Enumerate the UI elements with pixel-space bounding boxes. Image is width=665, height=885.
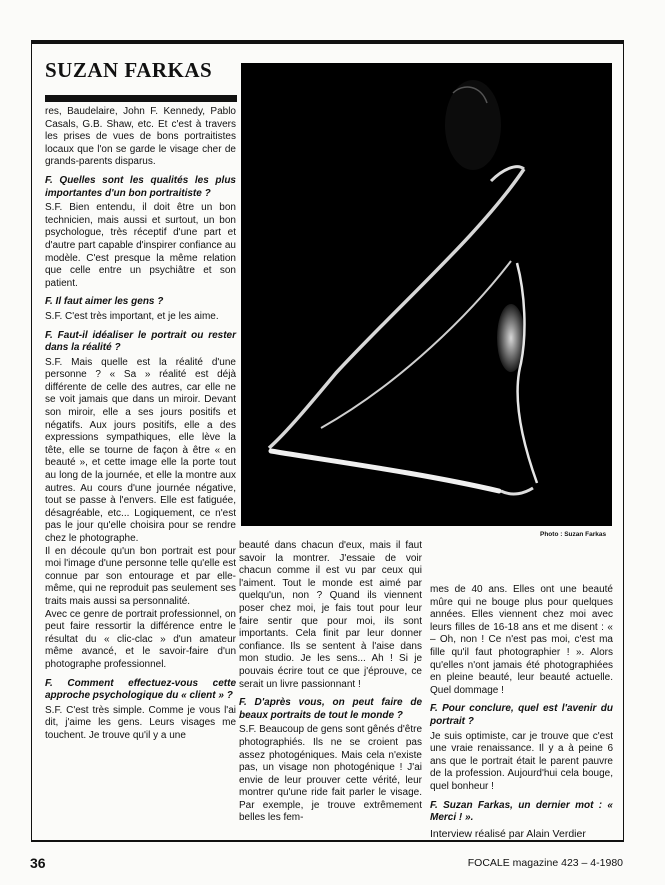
interview-question: F. Faut-il idéaliser le portrait ou rester dans la réalité ?: [45, 329, 236, 354]
title-underline-bar: [45, 95, 237, 102]
page-number: 36: [30, 855, 46, 871]
article-title: SUZAN FARKAS: [45, 58, 213, 82]
interview-answer: S.F. Mais quelle est la réalité d'une personne ? « Sa » réalité est déjà différente de celle des autres, car elle ne se voit jamais que dans un miroir. Devant son miroir, elle a ses jours positifs et négatifs. Aux jours positifs, elle a des expressions sympathiques, elle lève la tête, elle se tourne de façon à être « en beauté », et cette image elle la porte tout au long de la journée, et elle la montre aux autres. Au cours d'une journée négative, tout se passe à l'envers. Elle est fatiguée, désagréable, etc... Logiquement, ce n'est pas le jour qu'elle choisira pour se rendre chez le photographe.: [45, 356, 236, 544]
silhouette-figure: [241, 63, 612, 526]
paragraph: mes de 40 ans. Elles ont une beauté mûre qui ne bouge plus pour quelques années. Elles viennent chez moi avec leurs filles de 16-18 ans et me disent : « – Oh, non ! Ce n'est pas moi, c'est ma fille qu'il faut photographier ! ». Alors qu'elles n'ont jamais été photographiées en pleine beauté, leur beauté actuelle. Quel dommage !: [430, 584, 613, 696]
interview-question: F. D'après vous, on peut faire de beaux portraits de tout le monde ?: [239, 697, 422, 721]
magazine-issue: FOCALE magazine 423 – 4-1980: [467, 857, 623, 869]
frame-left-line: [31, 40, 32, 842]
interview-answer: S.F. Beaucoup de gens sont gênés d'être photographiés. Ils ne se croient pas assez photogéniques. Mais cela n'existe pas, un visage non photogénique ! J'ai envie de leur prouver cette vérité, leur montrer qu'une ride fait parler le visage. Par exemple, je trouve extrêmement belles les fem-: [239, 724, 422, 824]
interview-answer: S.F. C'est très important, et je les aime.: [45, 310, 219, 322]
paragraph: res, Baudelaire, John F. Kennedy, Pablo Casals, G.B. Shaw, etc. Et c'est à travers les prises de vues de bons portraitistes locaux que l'on se garde le visage cher de grands-parents disparus.: [45, 106, 236, 168]
interview-answer: S.F. C'est très simple. Comme je vous l'ai dit, j'aime les gens. Leurs visages me touchent. Je trouve qu'il y a une: [45, 704, 236, 741]
interview-credit: Interview réalisé par Alain Verdier: [430, 827, 586, 840]
interview-question: F. Comment effectuez-vous cette approche psychologique du « client » ?: [45, 677, 236, 702]
text-column-1: [45, 106, 236, 743]
interview-answer: S.F. Bien entendu, il doit être un bon technicien, mais aussi et surtout, un bon psychologue, très réceptif d'une part et d'autre part capable d'inspirer confiance au modèle. C'est presque la même relation que celle entre un psychiâtre et son patient.: [45, 202, 236, 289]
photo-caption: Photo : Suzan Farkas: [540, 531, 607, 538]
paragraph: Avec ce genre de portrait professionnel, on peut faire ressortir la différence entre le résultat du « clic-clac » d'un amateur même avancé, et le savoir-faire d'un photographe professionnel.: [45, 608, 236, 670]
paragraph: Il en découle qu'un bon portrait est pour moi l'image d'une personne telle qu'elle est connue par son entourage et par elle-même, qui ne reproduit pas seulement ses traits mais aussi sa personnalité.: [45, 545, 236, 607]
interview-question: F. Il faut aimer les gens ?: [45, 296, 164, 308]
interview-question: F. Suzan Farkas, un dernier mot : « Merci ! ».: [430, 799, 613, 824]
interview-question: F. Pour conclure, quel est l'avenir du portrait ?: [430, 703, 613, 727]
text-column-3: [430, 584, 613, 840]
paragraph: beauté dans chacun d'eux, mais il faut savoir la montrer. J'essaie de voir chacun comme il est vu par ceux qui l'aiment. Tout le monde est aimé par quelqu'un, non ? Quand ils viennent poser chez moi, je fais tout pour leur faire sentir que pour moi, ils sont importants. Cela finit par leur donner confiance. Ils se sentent à l'aise dans mon studio. Je les sens... Ah ! Si je pouvais écrire tout ce que j'éprouve, ce serait un livre passionnant !: [239, 540, 422, 690]
text-column-2: [239, 540, 422, 825]
frame-right-line: [623, 40, 624, 842]
bottom-rule: [31, 840, 624, 842]
portrait-photo: [241, 63, 612, 526]
interview-question: F. Quelles sont les qualités les plus importantes d'un bon portraitiste ?: [45, 174, 236, 199]
top-rule: [31, 40, 624, 44]
interview-answer: Je suis optimiste, car je trouve que c'est une vraie renaissance. Il y a à peine 6 ans que le portrait était le parent pauvre de la profession. Aujourd'hui cela bouge, quel bonheur !: [430, 730, 613, 792]
